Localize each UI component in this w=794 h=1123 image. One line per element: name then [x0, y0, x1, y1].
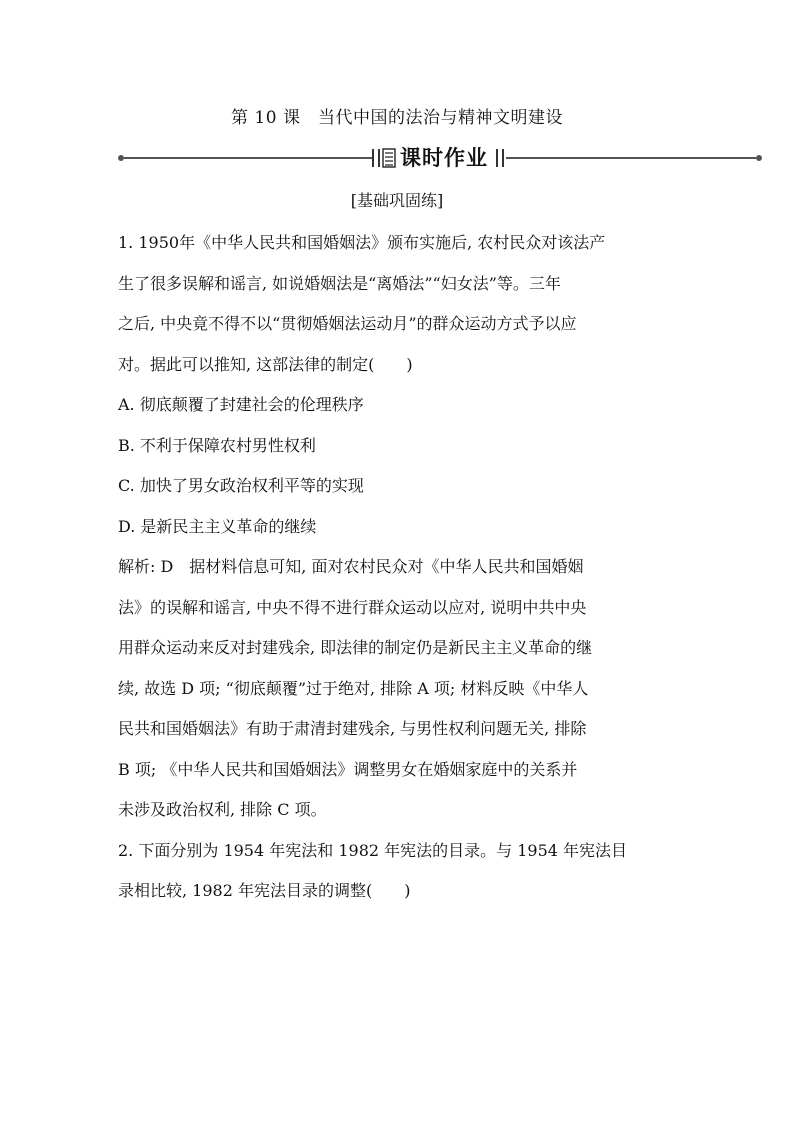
banner-line-right — [506, 157, 756, 159]
page-title: 第 10 课 当代中国的法治与精神文明建设 — [231, 108, 563, 128]
banner-bars-left — [372, 149, 380, 167]
question-2 — [118, 831, 678, 912]
homework-banner — [118, 143, 762, 173]
option-c: C. 加快了男女政治权利平等的实现 — [118, 476, 364, 495]
analysis-line: B 项; 《中华人民共和国婚姻法》调整男女在婚姻家庭中的关系并 — [118, 759, 578, 779]
analysis-line: 民共和国婚姻法》有助于肃清封建残余, 与男性权利问题无关, 排除 — [118, 719, 587, 738]
banner-dot-right — [756, 155, 762, 161]
option-d: D. 是新民主主义革命的继续 — [118, 516, 317, 536]
analysis-line: 用群众运动来反对封建残余, 即法律的制定仍是新民主主义革命的继 — [118, 638, 593, 657]
analysis-line: 法》的误解和谣言, 中央不得不进行群众运动以应对, 说明中共中央 — [118, 597, 587, 617]
question-1-line: 对。据此可以推知, 这部法律的制定( ) — [118, 354, 413, 374]
banner-bars-right — [496, 149, 504, 167]
option-a: A. 彻底颠覆了封建社会的伦理秩序 — [118, 395, 364, 414]
question-1-line: 之后, 中央竟不得不以“贯彻婚姻法运动月”的群众运动方式予以应 — [118, 314, 577, 333]
content — [118, 223, 678, 912]
analysis-line: 续, 故选 D 项; “彻底颠覆”过于绝对, 排除 A 项; 材料反映《中华人 — [118, 678, 589, 698]
question-2-line: 录相比较, 1982 年宪法目录的调整( ) — [118, 881, 411, 900]
question-2-line: 2. 下面分别为 1954 年宪法和 1982 年宪法的目录。与 1954 年宪法目 — [118, 840, 628, 860]
question-1 — [118, 223, 678, 831]
question-1-line: 生了很多误解和谣言, 如说婚姻法是“离婚法”“妇女法”等。三年 — [118, 273, 561, 293]
section-label: [基础巩固练] — [350, 191, 444, 210]
analysis-line: 未涉及政治权利, 排除 C 项。 — [118, 800, 327, 819]
banner-line-left — [124, 157, 372, 159]
banner-text: 课时作业 — [400, 146, 488, 170]
option-b: B. 不利于保障农村男性权利 — [118, 435, 316, 455]
analysis-line: 解析: D 据材料信息可知, 面对农村民众对《中华人民共和国婚姻 — [118, 557, 584, 576]
question-1-line: 1. 1950年《中华人民共和国婚姻法》颁布实施后, 农村民众对该法产 — [118, 233, 606, 252]
notebook-icon — [382, 148, 396, 168]
